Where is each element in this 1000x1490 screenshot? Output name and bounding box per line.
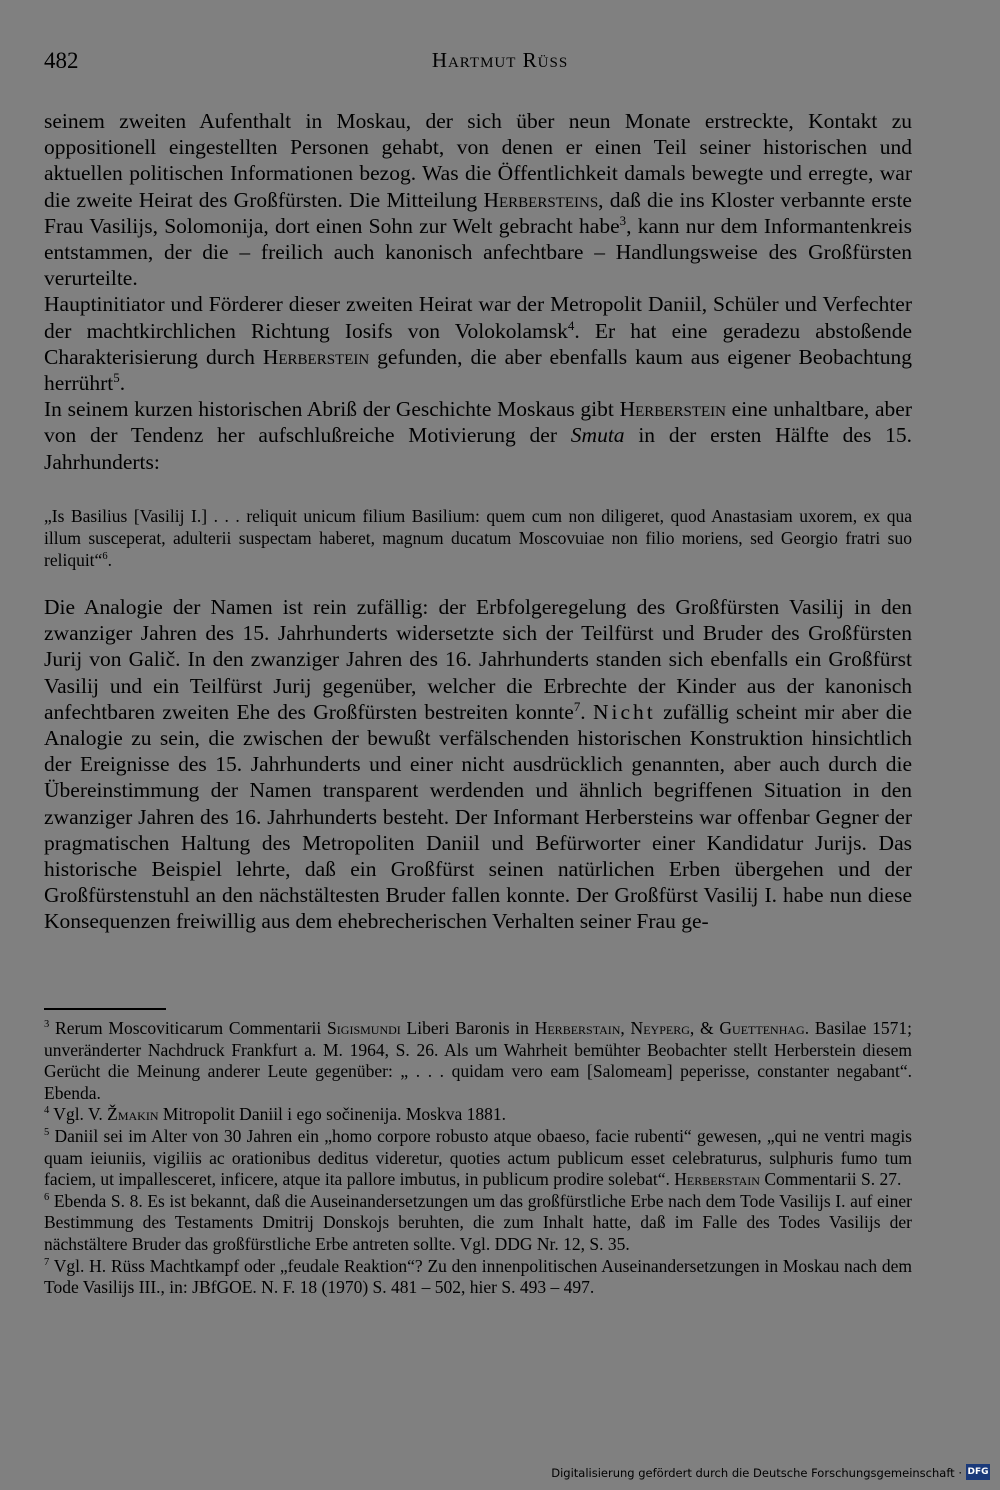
emphasis-spaced: Nicht	[592, 699, 656, 724]
text-run: in der ersten Hälfte des 15. Jahrhunderts:	[44, 423, 912, 474]
footnote-number: 4	[44, 1105, 50, 1117]
paragraph	[44, 396, 912, 475]
footnote-separator	[44, 1008, 166, 1010]
text-run: .	[107, 549, 112, 570]
footnote	[44, 1018, 912, 1104]
footnote-number: 5	[44, 1127, 50, 1139]
text-run: Ebenda S. 8. Es ist bekannt, daß die Auseinandersetzungen um das großfürstliche Erbe nach dem Tode Vasilijs I. auf einer Bestimmung des Testaments Dmitrij Donskojs beruhten, die zum Inhalt hatte, daß im Falle des Todes Vasilijs der nächstältere Bruder das großfürstliche Erbe antreten sollte. Vgl. DDG Nr. 12, S. 35.	[44, 1190, 912, 1254]
text-run: , kann nur dem Informantenkreis entstammen, der die – freilich auch kanonisch anfechtbare – Handlungsweise des Großfürsten verurteilte.	[44, 213, 912, 291]
text-run: gefunden, die aber ebenfalls kaum aus eigener Beobachtung herrührt	[44, 344, 912, 396]
text-run: Hauptinitiator und Förderer dieser zweiten Heirat war der Metropolit Daniil, Schüler und Verfechter der machtkirchlichen Richtung Iosifs von Volokolamsk	[44, 292, 912, 343]
block-quote	[44, 506, 912, 571]
footnote-ref[interactable]: 3	[619, 213, 627, 228]
footnote-number: 6	[44, 1191, 50, 1203]
text-run: In seinem kurzen historischen Abriß der Geschichte Moskaus gibt	[44, 397, 620, 422]
term-smuta: Smuta	[570, 423, 625, 448]
footnotes	[44, 1018, 912, 1299]
author-name: Herberstain	[674, 1169, 760, 1190]
text-run: .	[580, 699, 593, 724]
text-run: Die Analogie der Namen ist rein zufällig: der Erbfolgeregelung des Großfürsten Vasilij in den zwanziger Jahren des 15. Jahrhunderts widersetzte sich der Teilfürst und Bruder des Großfürsten Jurij von Galič. In den zwanziger Jahren des 16. Jahrhunderts standen sich ebenfalls ein Großfürst Vasilij und ein Teilfürst Jurij gegenüber, welcher die Erbrechte der Kinder aus der kanonisch anfechtbaren zweiten Ehe des Großfürsten bestreiten konnte	[44, 595, 912, 724]
page-number: 482	[44, 48, 79, 73]
paragraph	[44, 108, 912, 291]
running-head: Hartmut Rüss	[431, 48, 569, 72]
text-run: Rerum Moscoviticarum Commentarii	[49, 1018, 328, 1038]
author-name: Herberstein	[262, 344, 370, 369]
text-run: zufällig scheint mir aber die Analogie zu sein, die zwischen der bewußt verfälschenden historischen Konstruktion hinsichtlich der Ereignisse des 15. Jahrhunderts und einer nicht ausdrücklich genannten, aber auch durch die Übereinstimmung der Namen transparent werdenden und ähnlich begriffenen Situation in den zwanziger Jahren des 16. Jahrhunderts besteht. Der Informant Herbersteins war offenbar Gegner der pragmatischen Haltung des Metropoliten Daniil und Befürworter einer Kandidatur Jurijs. Das historische Beispiel lehrte, daß ein Großfürst seinen natürlichen Erben übergehen und der Großfürstenstuhl an den nächstältesten Bruder fallen konnte. Der Großfürst Vasilij I. habe nun diese Konsequenzen freiwillig aus dem ehebrecherischen Verhalten seiner Frau ge-	[44, 699, 913, 934]
text-run: Commentarii S. 27.	[759, 1169, 902, 1190]
text-run: Mitropolit Daniil i ego sočinenija. Moskva 1881.	[158, 1104, 507, 1125]
quote-text: „Is Basilius [Vasilij I.] . . . reliquit unicum filium Basilium: quem cum non diligeret, quod Anastasiam uxorem, ex qua illum susceperat, adulterii suspectam haberet, magnum ducatum Moscovuiae non filio moriens, sed Georgio fratri suo reliquit“	[44, 506, 912, 570]
main-text	[44, 108, 912, 475]
author-name: Herberstein	[619, 397, 726, 422]
text-run: .	[119, 371, 126, 396]
footnote	[44, 1104, 912, 1126]
text-run: Vgl. H. Rüss Machtkampf oder „feudale Reaktion“? Zu den innenpolitischen Auseinandersetzungen in Moskau nach dem Tode Vasilijs III., in: JBfGOE. N. F. 18 (1970) S. 481 – 502, hier S. 493 – 497.	[44, 1255, 912, 1298]
text-run: , daß die ins Kloster verbannte erste Frau Vasilijs, Solomonija, dort einen Sohn zur Welt gebracht habe	[44, 187, 912, 238]
author-name: Herbersteins	[483, 187, 599, 212]
main-text-continued	[44, 594, 912, 935]
text-run: seinem zweiten Aufenthalt in Moskau, der sich über neun Monate erstreckte, Kontakt zu oppositionell eingestellten Personen gehabt, von denen er einen Teil seiner historischen und aktuellen politischen Informationen bezog. Was die Öffentlichkeit damals bewegte und erregte, war die zweite Heirat des Großfürsten. Die Mitteilung	[44, 109, 912, 212]
footnote-number: 3	[44, 1019, 50, 1031]
author-name: Herberstain, Neyperg, & Guettenhag	[534, 1018, 805, 1038]
author-name: Sigismundi	[327, 1018, 401, 1038]
text-run: Vgl. V.	[49, 1104, 108, 1125]
footnote	[44, 1191, 912, 1256]
author-name: Žmakin	[107, 1104, 159, 1125]
footnote	[44, 1256, 912, 1299]
footnote-number: 7	[44, 1256, 50, 1268]
dfg-logo: DFG	[966, 1464, 990, 1480]
footnote-ref[interactable]: 4	[567, 318, 575, 333]
paragraph	[44, 291, 912, 396]
text-run: Daniil sei im Alter von 30 Jahren ein „homo corpore robusto atque obaeso, facie rubenti“ gewesen, „qui ne ventri magis quam ieiuniis, vigiliis ac orationibus deditus videretur, quoties actum publicum esset celebraturus, sulphuris fumo tum faciem, ut impallesceret, inficere, atque ita pallore imbutus, in publicum prodire solebat“.	[44, 1125, 912, 1190]
footnote	[44, 1126, 912, 1191]
footnote-ref[interactable]: 7	[573, 699, 581, 714]
text-run: . Er hat eine geradezu abstoßende Charakterisierung durch	[44, 318, 912, 369]
digitization-notice: Digitalisierung gefördert durch die Deutsche Forschungsgemeinschaft ·	[551, 1466, 962, 1480]
text-run: eine unhaltbare, aber von der Tendenz her aufschlußreiche Motivierung der	[44, 397, 912, 448]
text-run: Liberi Baronis in	[400, 1018, 535, 1038]
text-run: . Basilae 1571; unveränderter Nachdruck Frankfurt a. M. 1964, S. 26. Als um Wahrheit bemühter Beobachter stellt Herberstein diesem Gerücht die Meinung anderer Leute gegenüber: „ . . . quidam vero eam [Salomeam] peperisse, constanter negabant“. Ebenda.	[44, 1018, 913, 1103]
footnote-ref[interactable]: 6	[102, 550, 108, 562]
footnote-ref[interactable]: 5	[113, 370, 120, 385]
